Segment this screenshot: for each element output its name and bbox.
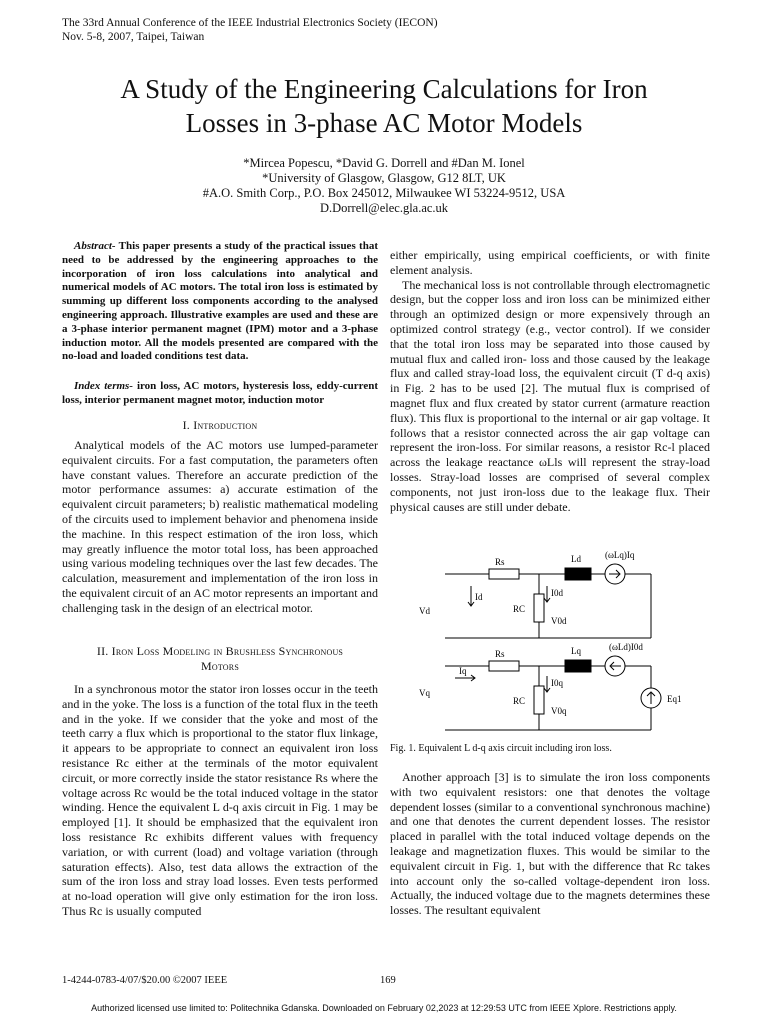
author-names: *Mircea Popescu, *David G. Dorrell and #Dan M. Ionel (243, 156, 525, 170)
q-axis-circuit (419, 642, 682, 730)
intro-paragraph: Analytical models of the AC motors use lumped-parameter equivalent circuits. For a fast computation, the parameters often have constant values. Therefore an accurate prediction of the motor performance assumes: a) accurate estimation of the equivalent circuit parameters; b) realistic mathematical modeling of the circuits used to implement behavior and phenomena inside the machine. In this respect estimation of the iron loss, which may greatly influence the motor total loss, has been approached using various modeling techniques over the last few decades. The calculation, measurement and implementation of the iron loss in the equivalent circuit of an AC motor represents an important and challenging task in the design of an electrical motor. (62, 438, 378, 615)
index-terms: Index terms- iron loss, AC motors, hysteresis loss, eddy-current loss, interior permanent magnet motor, induction motor (62, 380, 378, 406)
d-rs-label: Rs (495, 557, 505, 567)
conference-header (62, 16, 438, 44)
author-block (0, 156, 768, 216)
footer-copyright: 1-4244-0783-4/07/$20.00 ©2007 IEEE (62, 975, 228, 986)
abstract: Abstract- This paper presents a study of the practical issues that need to be addressed by the engineering approaches to the incorporation of iron loss calculations into analytical and numerical models of AC motors. The total iron loss is estimated by summing up different loss components according to the analysed engineering approach. Illustrative examples are used and these are a 3-phase interior permanent magnet (IPM) motor and a 3-phase induction motor. All the models presented are compared with the no-load and loaded conditions test data. (62, 240, 378, 363)
equivalent-circuit-figure (405, 548, 705, 738)
q-rc-label: RC (513, 696, 526, 706)
license-notice: Authorized licensed use limited to: Politechnika Gdanska. Downloaded on February 02,2023 at 12:29:53 UTC from IEEE Xplore. Restrictions apply. (91, 1003, 677, 1013)
affiliation-1: *University of Glasgow, Glasgow, G12 8LT, UK (262, 171, 506, 185)
section-heading-2: II. Iron Loss Modeling in Brushless Synchronous Motors (96, 644, 344, 673)
section2-paragraph: In a synchronous motor the stator iron losses occur in the teeth and in the yoke. The loss is a function of the total flux in the teeth and in the yoke. If we consider that the yoke and most of the teeth carry a flux which is proportional to the stator flux linkage, it appears to be appropriate to connect an equivalent iron loss resistance Rc either at the terminals of the motor equivalent circuit, or more correctly inside the stator resistance Rs where the voltage across Rc would be the total induced voltage in the stator winding. Hence the equivalent L d-q axis circuit in Fig. 1 may be employed [1]. It should be emphasized that the equivalent iron loss resistance Rc exhibits different values with frequency variation, or with current (load) and voltage variation (through saturation effects). Also, test data allows the extraction of the sum of the iron loss and stray load losses. Even tests performed at no-load operation will give only estimation for the iron loss. Thus Rc is usually computed (62, 682, 378, 918)
d-iod-label: I0d (551, 588, 563, 598)
q-v0q-label: V0q (551, 706, 567, 716)
figure-caption: Fig. 1. Equivalent L d-q axis circuit including iron loss. (390, 743, 612, 754)
d-rc-label: RC (513, 604, 526, 614)
paper-title: A Study of the Engineering Calculations for Iron Losses in 3-phase AC Motor Models (120, 74, 648, 138)
d-axis-circuit (419, 550, 651, 638)
right-paragraph-3: Another approach [3] is to simulate the iron loss components with two equivalent resistors: one that denotes the voltage dependent losses (similar to a conventional synchronous machine) and one that denotes the current dependent losses. The resistor placed in parallel with the total induced voltage depends on the leakage and magnetization fluxes. This would be similar to the equivalent circuit in Fig. 1, but with the difference that Rc takes into account only the so-called voltage-dependent iron loss. Actually, the induced voltage due to the magnets determines these losses. The resultant equivalent (390, 770, 710, 918)
q-vq-label: Vq (419, 688, 430, 698)
q-iq-label: Iq (459, 666, 467, 676)
d-ld-label: Ld (571, 554, 581, 564)
q-eq-label: Eq1 (667, 694, 682, 704)
d-id-label: Id (475, 592, 483, 602)
d-source-label: (ωLq)Iq (605, 550, 635, 560)
right-paragraph-1: either empirically, using empirical coefficients, or with finite element analysis. The mechanical loss is not controllable through electromagnetic design, but the copper loss and iron loss can be minimized either through an optimized design or more expensively through an optimized control strategy (e.g., vector control). If we consider that the total iron loss may be separated into those caused by mutual flux and called iron- loss and those caused by the leakage flux and called stray-load loss, the equivalent circuit (T d-q axis) in Fig. 2 has to be used [2]. The mutual flux is comprised of magnet flux and flux created by stator current (armature reaction flux). This flux is proportional to the internal or air gap voltage. It follows that a resistor connected across the air gap voltage can represent the iron-loss. For similar reasons, a resistor Rc-l placed across the leakage reactance ωLls will represent the stray-load losses. Stray-load losses are comprised of several complex components, not just iron-loss due to the leakage flux. Their physical causes are still under debate. (390, 248, 710, 514)
d-v0d-label: V0d (551, 616, 567, 626)
conference-line-2: Nov. 5-8, 2007, Taipei, Taiwan (62, 31, 205, 43)
d-vd-label: Vd (419, 606, 430, 616)
q-lq-label: Lq (571, 646, 581, 656)
affiliation-2: #A.O. Smith Corp., P.O. Box 245012, Milwaukee WI 53224-9512, USA (202, 186, 566, 200)
q-ioq-label: I0q (551, 678, 563, 688)
q-source-label: (ωLd)I0d (609, 642, 643, 652)
section-heading-1: I. Introduction (182, 418, 258, 432)
page-number: 169 (380, 975, 396, 986)
conference-line-1: The 33rd Annual Conference of the IEEE Industrial Electronics Society (IECON) (62, 17, 438, 29)
author-email[interactable]: D.Dorrell@elec.gla.ac.uk (319, 201, 449, 215)
q-rs-label: Rs (495, 649, 505, 659)
